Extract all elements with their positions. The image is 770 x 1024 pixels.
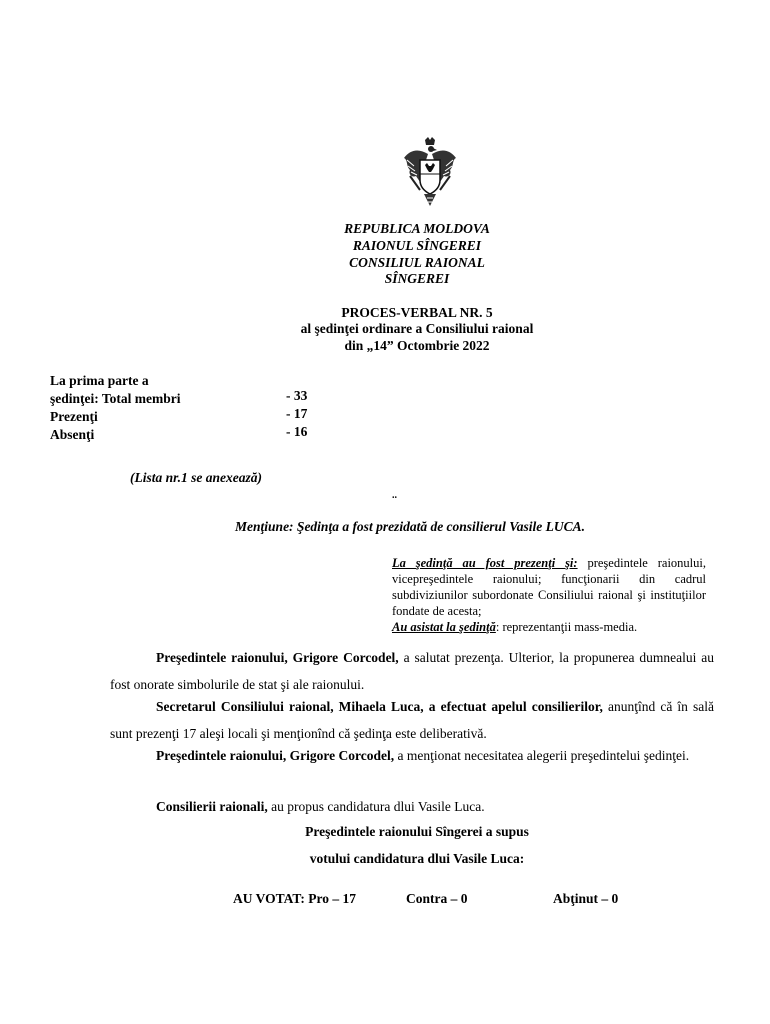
paragraph-chair-election-text: a menţionat necesitatea alegerii preşedintelui şedinţei. [394, 748, 690, 763]
annex-note: (Lista nr.1 se anexează) [130, 470, 263, 485]
assisted-label: Au asistat la şedinţă [392, 620, 496, 634]
paragraph-greeting-bold: Preşedintele raionului, Grigore Corcodel, [156, 650, 399, 665]
attendance-total-value: - 33 [286, 388, 308, 403]
paragraph-greeting [110, 644, 714, 698]
header-council: CONSILIUL RAIONAL [349, 255, 485, 270]
attendance-label-total: şedinţei: Total membri [50, 391, 181, 406]
stray-mark: .. [392, 490, 397, 501]
paragraph-chair-election-bold: Preşedintele raionului, Grigore Corcodel, [156, 748, 395, 763]
coat-of-arms-icon [398, 136, 462, 208]
attendees-note [392, 555, 706, 635]
vote-intro-line2: votului candidatura dlui Vasile Luca: [309, 851, 525, 866]
paragraph-greeting-text: a salutat prezenţa. Ulterior, la propunerea dumnealui au fost onorate simbolurile de stat şi ale raionului. [110, 650, 714, 692]
paragraph-chair-election [130, 742, 706, 769]
vote-contra: Contra – 0 [406, 891, 468, 906]
attendance-absent-value: - 16 [286, 424, 308, 439]
assisted-text: : reprezentanţii mass-media. [495, 620, 638, 634]
paragraph-proposal-text: au propus candidatura dlui Vasile Luca. [267, 799, 485, 814]
header-city: SÎNGEREI [384, 271, 450, 286]
paragraph-proposal [156, 793, 485, 820]
vote-pro: AU VOTAT: Pro – 17 [233, 891, 356, 906]
document-date: din „14” Octombrie 2022 [344, 338, 490, 353]
paragraph-proposal-bold: Consilierii raionali, [156, 799, 268, 814]
document-subtitle: al şedinţei ordinare a Consiliului raional [300, 321, 534, 336]
header-district: RAIONUL SÎNGEREI [352, 238, 482, 253]
attendees-label: La şedinţă au fost prezenţi şi: [392, 556, 578, 570]
paragraph-roll-call [110, 693, 714, 747]
paragraph-roll-call-text: anunţînd că în sală sunt prezenţi 17 aleşi locali şi menţionînd că şedinţa este deliberativă. [110, 699, 714, 741]
attendees-text: preşedintele raionului, vicepreşedintele raionului; funcţionarii din cadrul subdiviziunilor subordonate Consiliului raional şi instituţiilor fondate de acesta; [392, 556, 706, 618]
attendance-label-part: La prima parte a [50, 373, 149, 388]
paragraph-roll-call-bold: Secretarul Consiliului raional, Mihaela Luca, a efectuat apelul consilierilor, [156, 699, 603, 714]
document-title: PROCES-VERBAL NR. 5 [341, 305, 493, 320]
header-republic: REPUBLICA MOLDOVA [344, 221, 490, 236]
attendance-label-present: Prezenţi [50, 409, 98, 424]
vote-intro-line1: Preşedintele raionului Sîngerei a supus [305, 824, 529, 839]
attendance-present-value: - 17 [286, 406, 308, 421]
presiding-mention: Menţiune: Şedinţa a fost prezidată de consilierul Vasile LUCA. [235, 519, 585, 534]
vote-abstain: Abţinut – 0 [553, 891, 619, 906]
attendance-label-absent: Absenţi [50, 427, 95, 442]
